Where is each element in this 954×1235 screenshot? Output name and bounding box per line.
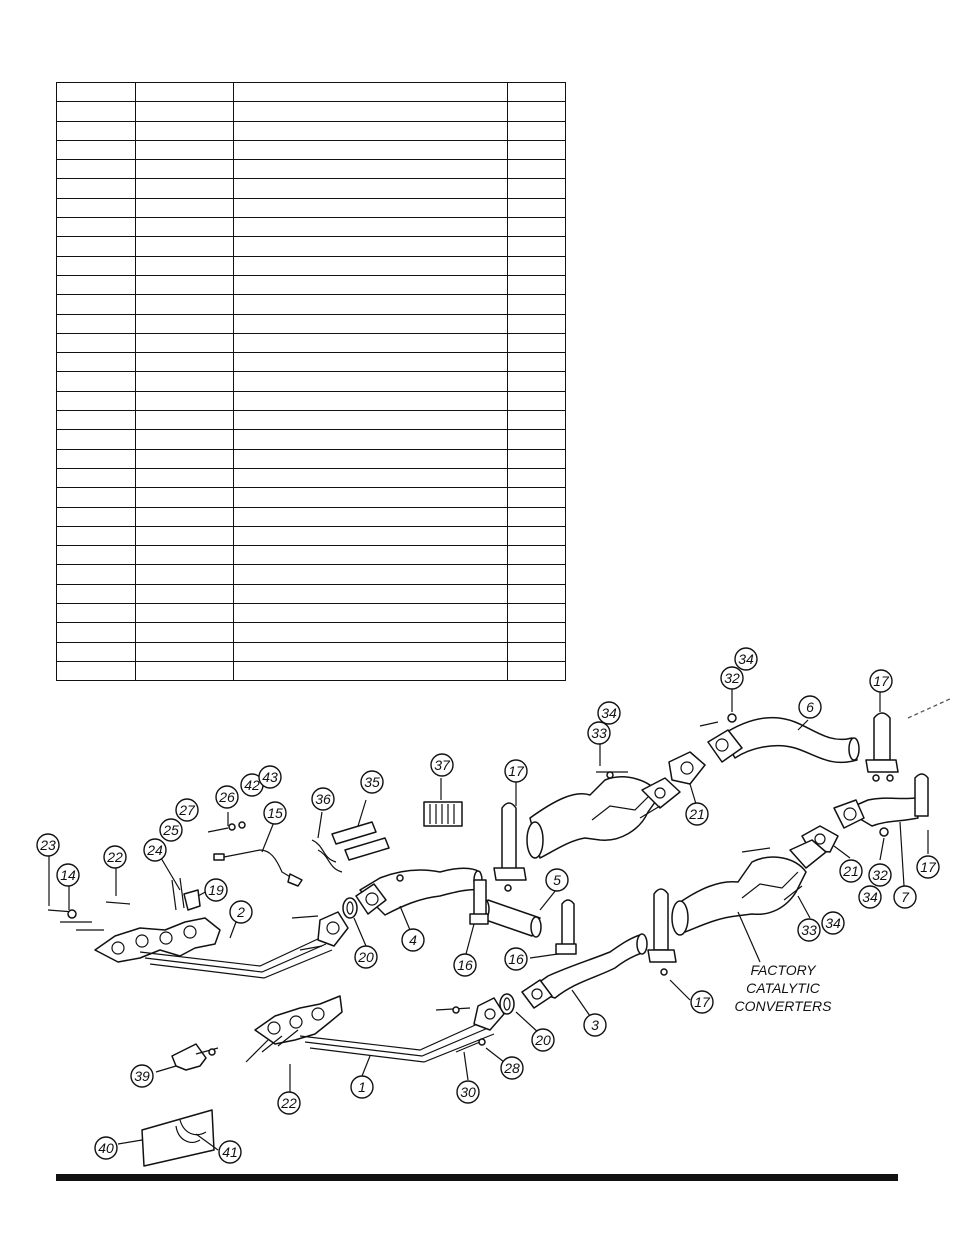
- callout-23-text: 23: [40, 837, 56, 853]
- bolt-set-26: [208, 822, 245, 832]
- callout-24-text: 24: [147, 842, 163, 858]
- callout-17a-text: 17: [508, 763, 524, 779]
- callout-7-text: 7: [901, 889, 909, 905]
- part-4-ypipe: [356, 868, 484, 915]
- u-clamp-17-middle: [494, 803, 526, 891]
- callout-25-text: 25: [163, 822, 179, 838]
- callout-17d: [691, 991, 713, 1013]
- callout-34c-text: 34: [862, 889, 878, 905]
- callout-20a: [355, 946, 377, 968]
- callout-34b: [598, 702, 620, 724]
- gasket-21-upper: [669, 752, 705, 784]
- callout-34b-text: 34: [601, 705, 617, 721]
- part-3-pipe: [522, 934, 647, 1008]
- callout-27-text: 27: [179, 802, 195, 818]
- callout-25: [160, 819, 182, 841]
- callout-41-text: 41: [222, 1144, 238, 1160]
- part-15-sensor-wire: [214, 850, 302, 886]
- part-1-header: [255, 996, 504, 1062]
- callout-5-text: 5: [553, 872, 561, 888]
- callout-28: [501, 1057, 523, 1079]
- callout-16a-text: 16: [457, 957, 473, 973]
- callout-34a-text: 34: [738, 651, 754, 667]
- callout-20b: [532, 1029, 554, 1051]
- callout-20a-text: 20: [358, 949, 374, 965]
- callout-21a-text: 21: [689, 806, 705, 822]
- callout-21b-text: 21: [843, 863, 859, 879]
- callout-6-text: 6: [806, 699, 814, 715]
- callout-33a-text: 33: [591, 725, 607, 741]
- callout-7: [894, 886, 916, 908]
- callout-26: [216, 786, 238, 808]
- part-2-header: [95, 912, 348, 978]
- callout-3-text: 3: [591, 1017, 599, 1033]
- u-clamp-17-top: [866, 713, 898, 781]
- callout-32a-text: 32: [724, 670, 740, 686]
- callout-4-text: 4: [409, 932, 417, 948]
- callout-35: [361, 771, 383, 793]
- callout-23: [37, 834, 59, 856]
- callout-16b: [505, 948, 527, 970]
- callout-16b-text: 16: [508, 951, 524, 967]
- part-6-pipe: [708, 718, 859, 763]
- callout-2-text: 2: [237, 904, 245, 920]
- callout-34a: [735, 648, 757, 670]
- callout-34d-text: 34: [825, 915, 841, 931]
- callout-34c: [859, 886, 881, 908]
- callout-19-text: 19: [208, 882, 224, 898]
- callout-17d-text: 17: [694, 994, 710, 1010]
- callout-30: [457, 1081, 479, 1103]
- gasket-20-upper: [343, 898, 357, 918]
- callout-17a: [505, 760, 527, 782]
- factory-label-line2: CATALYTIC: [746, 980, 820, 996]
- callout-40: [95, 1137, 117, 1159]
- callout-14: [57, 864, 79, 886]
- callout-26-text: 26: [219, 789, 235, 805]
- factory-label-line1: FACTORY: [750, 962, 816, 978]
- callout-39-text: 39: [134, 1068, 150, 1084]
- callout-4: [402, 929, 424, 951]
- callout-1-text: 1: [358, 1079, 366, 1095]
- callout-19: [205, 879, 227, 901]
- callout-17b: [870, 670, 892, 692]
- callout-21b: [840, 860, 862, 882]
- callout-40-text: 40: [98, 1140, 114, 1156]
- callout-3: [584, 1014, 606, 1036]
- part-36-clips: [312, 840, 342, 872]
- part-40-bracket: [142, 1110, 214, 1166]
- callout-28-text: 28: [504, 1060, 520, 1076]
- callout-33a: [588, 722, 610, 744]
- callout-32b: [869, 864, 891, 886]
- callout-37-text: 37: [434, 757, 450, 773]
- callout-17b-text: 17: [873, 673, 889, 689]
- callout-42-text: 42: [244, 777, 260, 793]
- callout-41: [219, 1141, 241, 1163]
- callout-32a: [721, 667, 743, 689]
- part-39-heat-shield: [172, 1044, 218, 1070]
- callout-17c-text: 17: [920, 859, 936, 875]
- callout-1: [351, 1076, 373, 1098]
- upper-catalytic-converter: [527, 777, 680, 858]
- callout-21a: [686, 803, 708, 825]
- callout-15: [264, 802, 286, 824]
- part-7-pipe: [834, 774, 928, 836]
- callout-33b-text: 33: [801, 922, 817, 938]
- factory-label-line3: CONVERTERS: [734, 998, 832, 1014]
- callout-14-text: 14: [60, 867, 76, 883]
- hanger-16-mid: [556, 900, 576, 954]
- callout-22a-text: 22: [107, 849, 123, 865]
- bottom-rule: [56, 1174, 898, 1181]
- part-35-pads: [332, 822, 389, 860]
- callout-5: [546, 869, 568, 891]
- factory-catalytic-label: [735, 962, 833, 1014]
- continuation-dashed-line: [908, 698, 952, 718]
- callout-37: [431, 754, 453, 776]
- callout-16a: [454, 954, 476, 976]
- callout-36-text: 36: [315, 791, 331, 807]
- callout-15-text: 15: [267, 805, 283, 821]
- callout-36: [312, 788, 334, 810]
- callout-22a: [104, 846, 126, 868]
- callout-27: [176, 799, 198, 821]
- u-clamp-17-lower: [648, 889, 676, 975]
- callout-22b-text: 22: [281, 1095, 297, 1111]
- callout-17c: [917, 856, 939, 878]
- callout-6: [799, 696, 821, 718]
- callout-35-text: 35: [364, 774, 380, 790]
- bolt-washer-6: [700, 714, 736, 726]
- callout-2: [230, 901, 252, 923]
- callout-33b: [798, 919, 820, 941]
- callout-34d: [822, 912, 844, 934]
- callout-43: [259, 766, 281, 788]
- callout-30-text: 30: [460, 1084, 476, 1100]
- callout-43-text: 43: [262, 769, 278, 785]
- part-37-block: [424, 802, 462, 826]
- callout-22b: [278, 1092, 300, 1114]
- callout-39: [131, 1065, 153, 1087]
- callout-32b-text: 32: [872, 867, 888, 883]
- callout-24: [144, 839, 166, 861]
- callout-20b-text: 20: [535, 1032, 551, 1048]
